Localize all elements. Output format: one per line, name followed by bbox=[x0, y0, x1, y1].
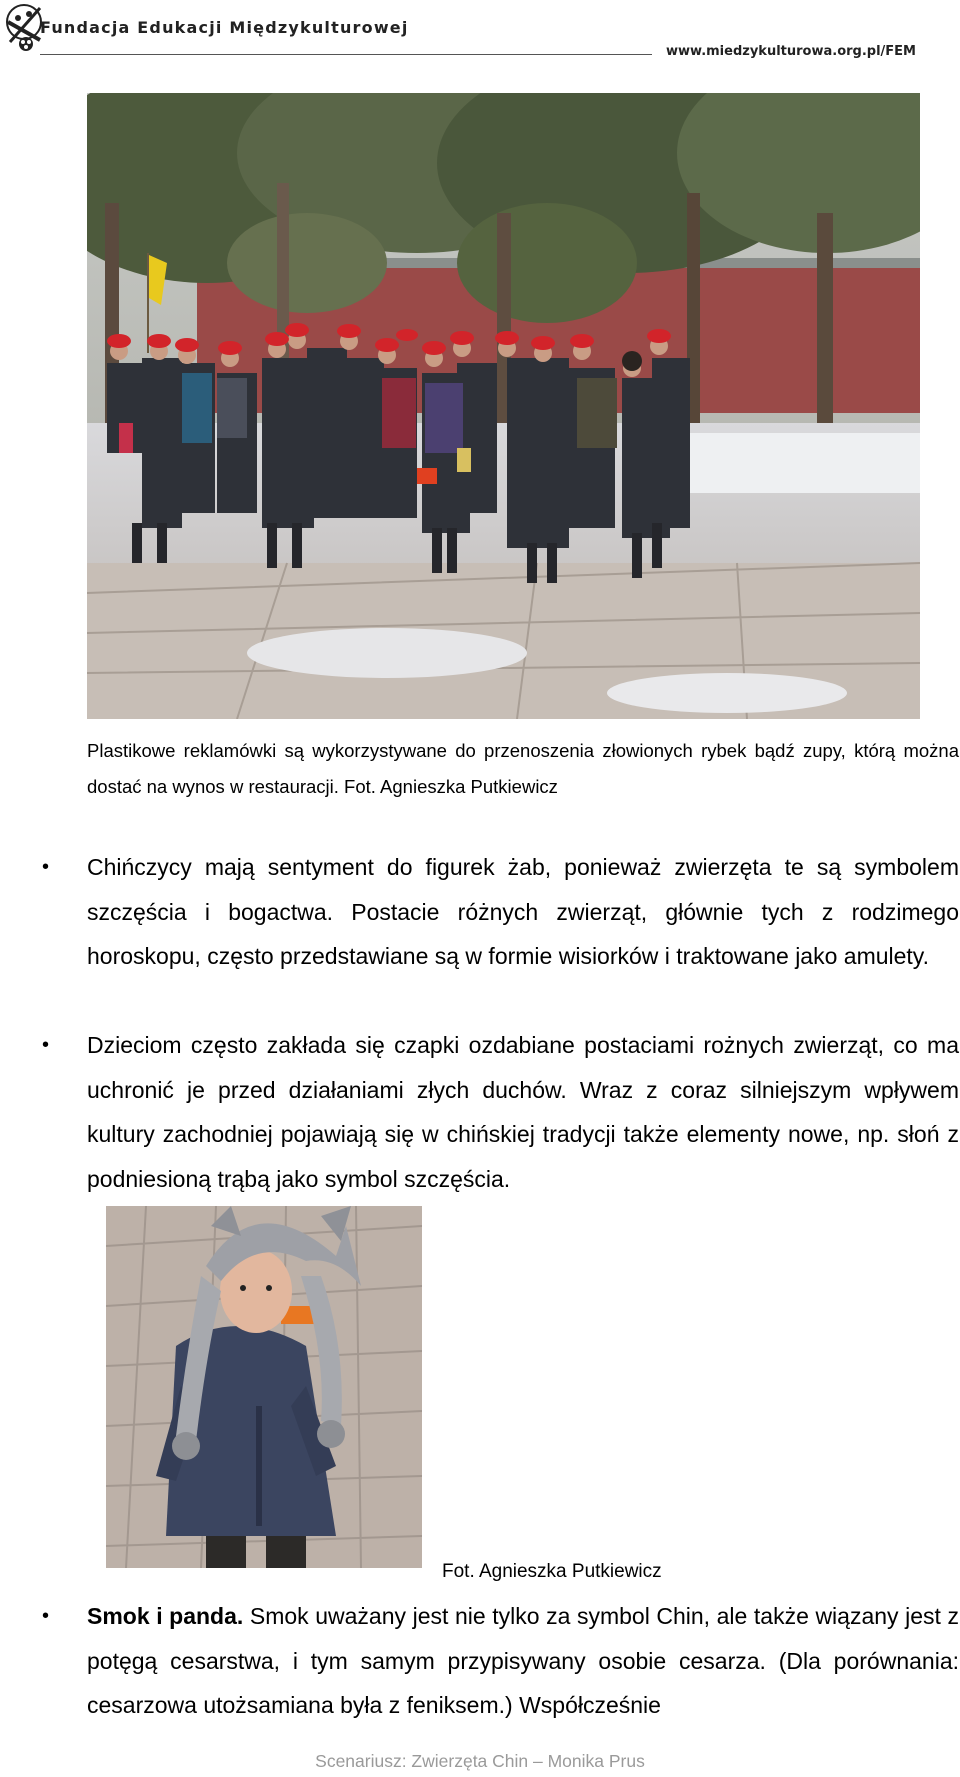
organization-name: Fundacja Edukacji Międzykulturowej bbox=[40, 18, 409, 37]
page-footer: Scenariusz: Zwierzęta Chin – Monika Prus bbox=[315, 1751, 645, 1771]
photo-caption-author: Fot. Agnieszka Putkiewicz bbox=[442, 1561, 662, 1582]
bullet-marker: • bbox=[42, 1034, 50, 1056]
header-divider bbox=[40, 54, 652, 55]
bullet-marker: • bbox=[42, 1605, 50, 1627]
photo-caption-plastic-bags: Plastikowe reklamówki są wykorzystywane do przenoszenia złowionych rybek bądź zupy, którą można dostać na wynos w restauracji. Fot. Agnieszka Putkiewicz bbox=[87, 740, 959, 797]
bullet-body-dragon: Smok uważany jest nie tylko za symbol Chin, ale także wiązany jest z potęgą cesarstwa, i tym samym przypisywany osobie cesarza. (Dla porównania: cesarzowa utożsamiana była z feniksem.) Współcześnie bbox=[87, 1603, 959, 1718]
bullet-marker: • bbox=[42, 856, 50, 878]
photo-child-wolf-hat bbox=[106, 1206, 422, 1568]
website-link[interactable]: www.miedzykulturowa.org.pl/FEM bbox=[666, 44, 916, 59]
photo-tourists-red-caps bbox=[87, 93, 920, 719]
bullet-heading-dragon-panda: Smok i panda. bbox=[87, 1603, 244, 1629]
bullet-animal-hats: Dzieciom często zakłada się czapki ozdabiane postaciami rożnych zwierząt, co ma uchronić je przed działaniami złych duchów. Wraz z coraz silniejszym wpływem kultury zachodniej pojawiają się w chińskiej tradycji także elementy nowe, np. słoń z podniesioną trąbą jako symbol szczęścia. bbox=[87, 1032, 959, 1192]
bullet-dragon-panda bbox=[87, 1594, 959, 1730]
bullet-frogs-amulets: Chińczycy mają sentyment do figurek żab, ponieważ zwierzęta te są symbolem szczęścia i bogactwa. Postacie różnych zwierząt, głównie tych z rodzimego horoskopu, często przedstawiane są w formie wisiorków i traktowane jako amulety. bbox=[87, 854, 959, 969]
